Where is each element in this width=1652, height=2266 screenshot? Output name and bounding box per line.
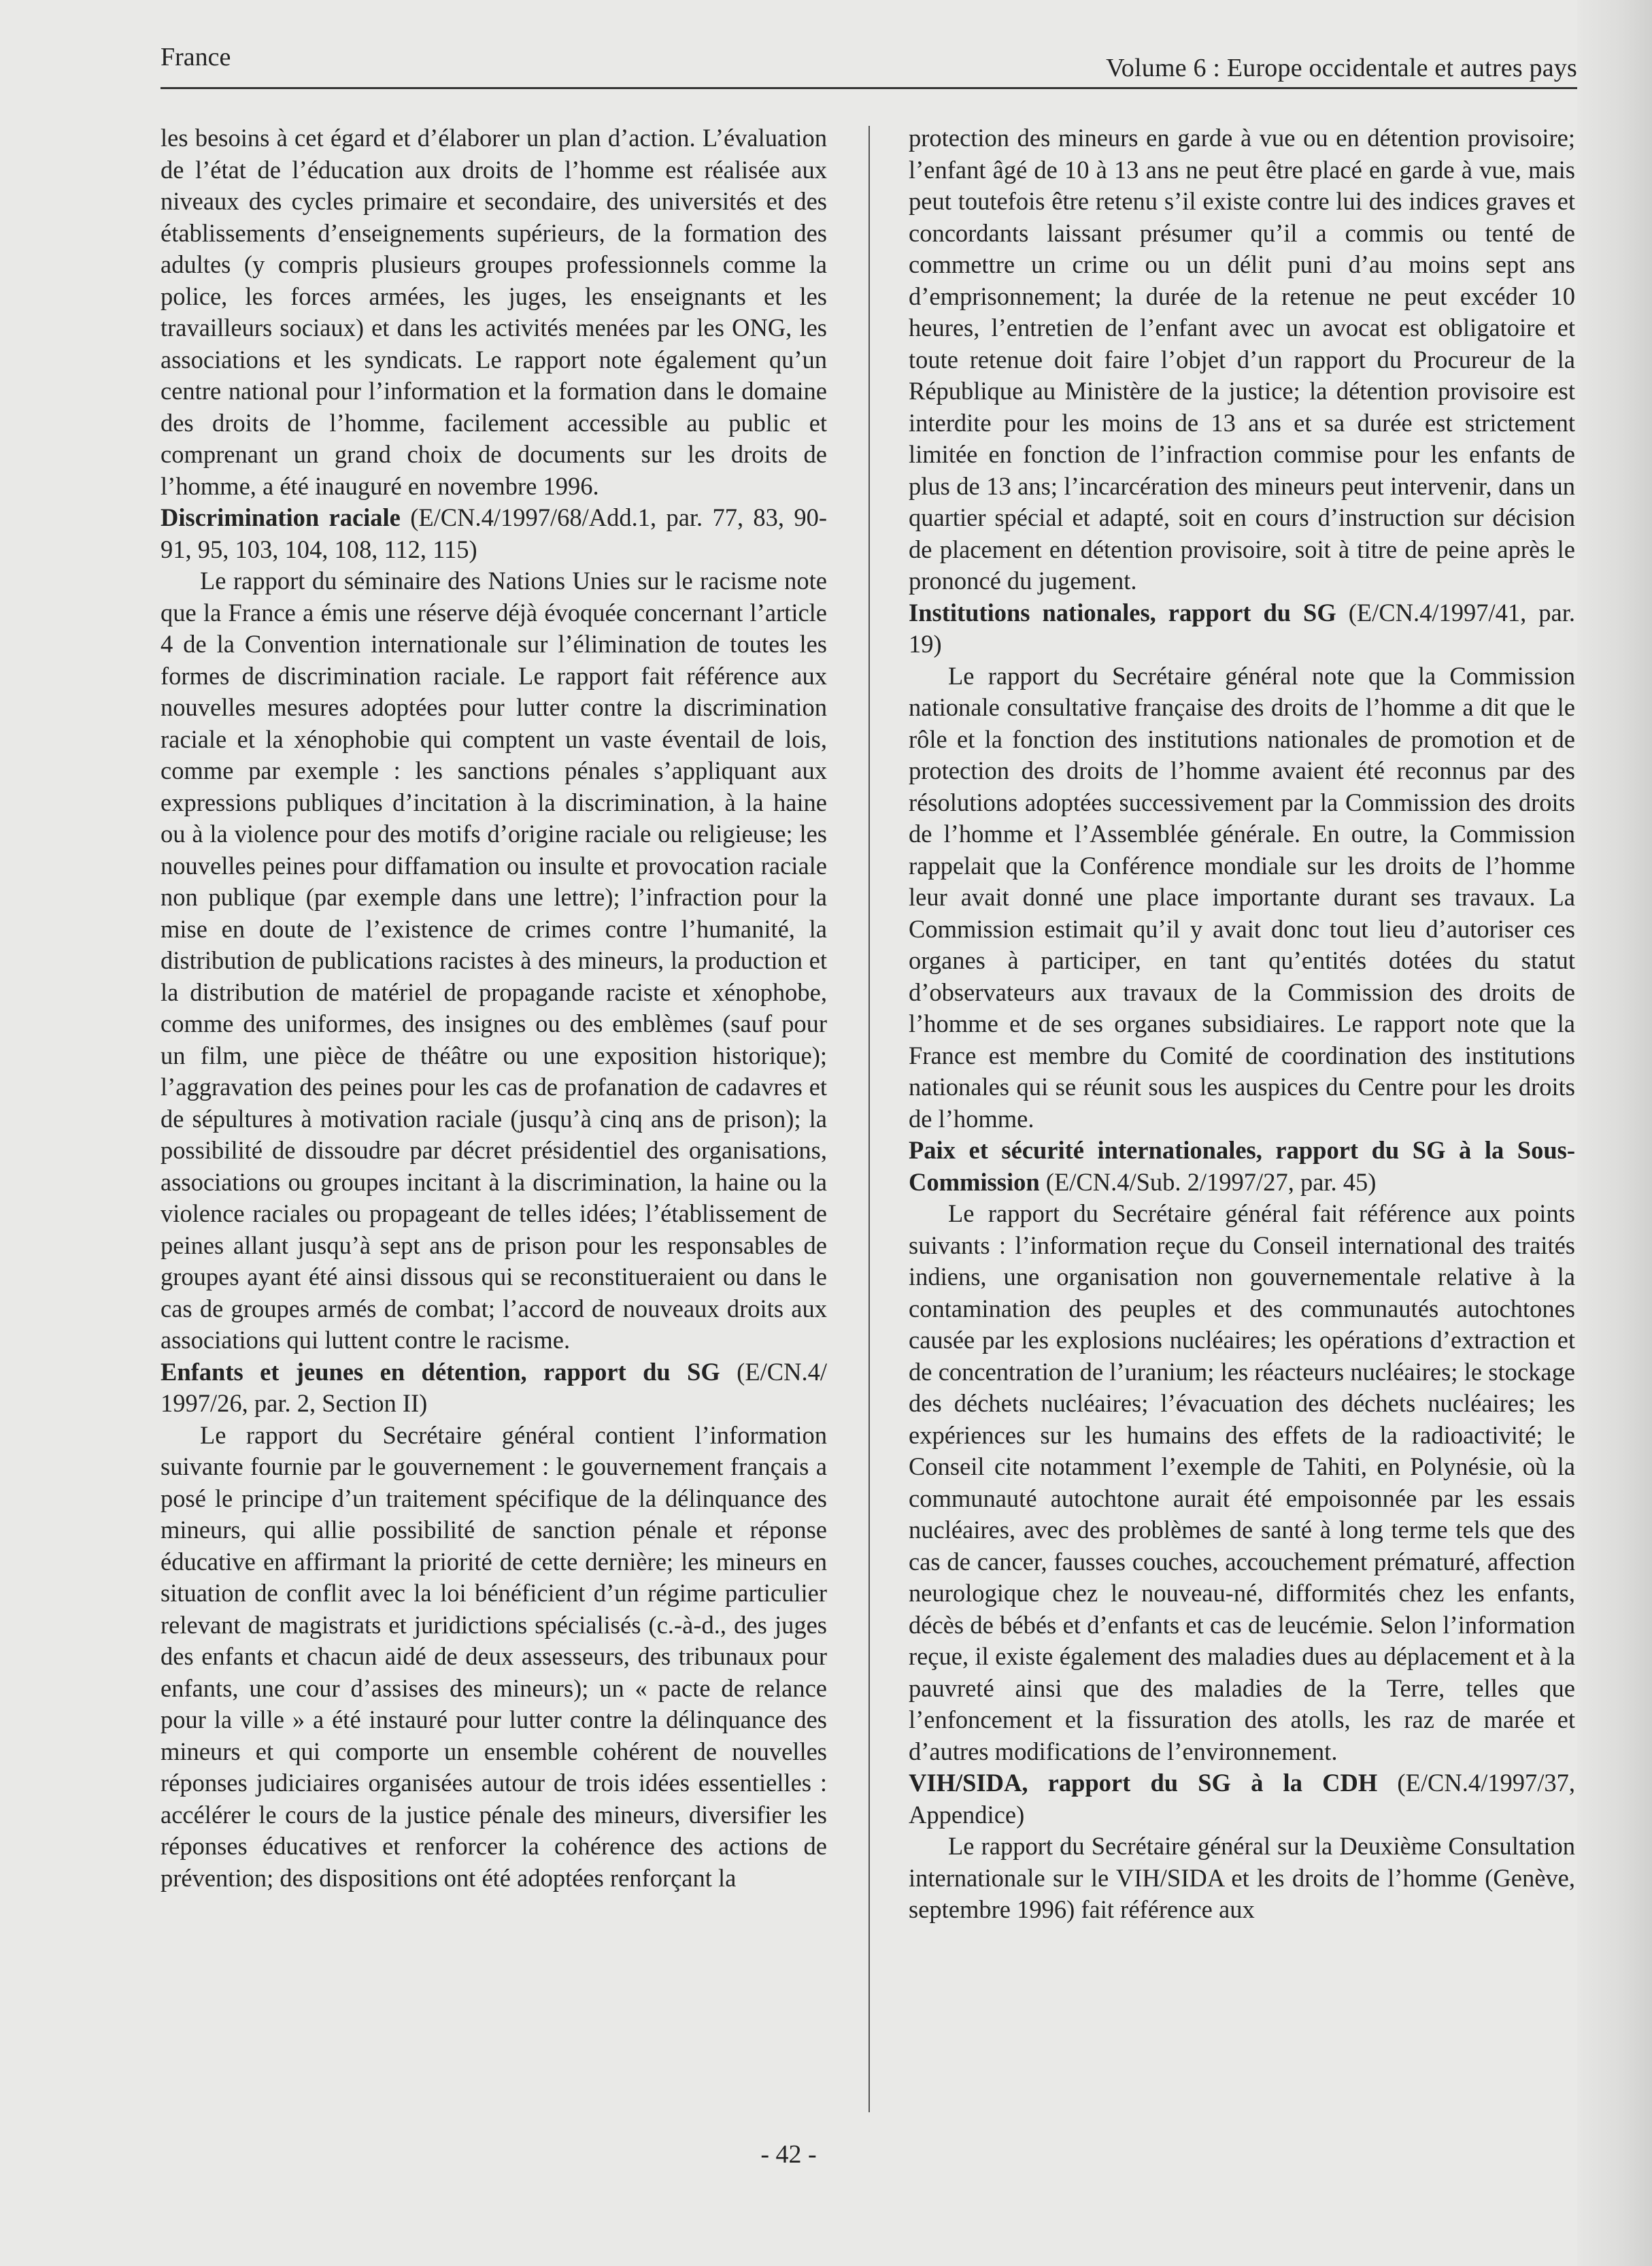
running-head-volume: Volume 6 : Europe occidentale et autres pays	[1106, 54, 1577, 82]
section-title: Institutions nationales, rapport du SG	[909, 598, 1336, 627]
section-heading-discrimination	[161, 502, 827, 565]
section-reference: (E/CN.4/1997/68/Add.1, par. 77, 83, 90-91, 95, 103, 104, 108, 112, 115)	[161, 503, 828, 563]
section-reference: (E/CN.4/1997/41, par. 19)	[909, 598, 1575, 658]
right-column	[909, 122, 1575, 1926]
intro-paragraph: les besoins à cet égard et d’élaborer un plan d’action. L’évaluation de l’état de l’éducation aux droits de l’homme est réalisée aux niveaux des cycles primaire et secondaire, des universités et des établissements d’enseignements supérieurs, de la formation des adultes (y compris plusieurs groupes professionnels comme la police, les forces armées, les juges, les enseignants et les travailleurs sociaux) et dans les activités menées par les ONG, les associations et les syndicats. Le rapport note également qu’un centre national pour l’information et la formation dans le domaine des droits de l’homme, facilement accessible au public et comprenant un grand choix de documents sur les droits de l’homme, a été inauguré en novembre 1996.	[161, 124, 827, 500]
section-body-paix: Le rapport du Secrétaire général fait référence aux points suivants : l’information reçue du Conseil international des traités indiens, une organisation non gouvernementale relative à la contamination des peuples et des communautés autochtones causée par les explosions nucléaires; les opérations d’extraction et de concentration de l’uranium; les réacteurs nucléaires; le stockage des déchets nucléaires; l’évacuation des déchets nucléaires; les expériences sur les humains des effets de la radioactivité; le Conseil cite notamment l’exemple de Tahiti, en Polynésie, où la communauté autochtone aurait été empoisonnée par les essais nucléaires, avec des problèmes de santé à long terme tels que des cas de cancer, fausses couches, accouchement prématuré, affection neurologique chez le nouveau-né, difformités chez les enfants, décès de bébés et d’enfants et cas de leucémie. Selon l’information reçue, il existe également des maladies dues au déplacement et à la pauvreté ainsi que des maladies de la Terre, telles que l’enfoncement et la fissuration des atolls, les raz de marée et d’autres modifications de l’environnement.	[909, 1199, 1575, 1765]
section-heading-enfants	[161, 1356, 827, 1420]
section-title: Enfants et jeunes en détention, rapport du SG	[161, 1357, 720, 1386]
section-heading-vih	[909, 1767, 1575, 1831]
section-heading-institutions	[909, 597, 1575, 661]
section-body-institutions: Le rapport du Secrétaire général note que la Commission nationale consultative française des droits de l’homme a dit que le rôle et la fonction des institutions nationales de promotion et de protection des droits de l’homme avaient été reconnus par des résolutions adoptées successivement par la Commission des droits de l’homme et l’Assemblée générale. En outre, la Commission rappelait que la Conférence mondiale sur les droits de l’homme leur avait donné une place importante durant ses travaux. La Commission estimait qu’il y avait donc tout lieu d’autoriser ces organes à participer, en tant qu’entités dotées du statut d’observateurs aux travaux de la Commission des droits de l’homme et de ses organes subsidiaires. Le rapport note que la France est membre du Comité de coordination des institutions nationales qui se réunit sous les auspices du Centre pour les droits de l’homme.	[909, 661, 1575, 1133]
section-reference: (E/CN.4/ 1997/26, par. 2, Section II)	[161, 1357, 827, 1417]
page-number: - 42 -	[760, 2140, 817, 2169]
section-title: Discrimination raciale	[161, 503, 401, 531]
section-title: VIH/SIDA, rapport du SG à la CDH	[909, 1769, 1378, 1797]
left-column	[161, 122, 827, 1894]
section-heading-paix	[909, 1135, 1575, 1198]
running-head	[161, 39, 1577, 87]
running-head-country: France	[161, 43, 231, 71]
section-body-enfants: Le rapport du Secrétaire général contient l’information suivante fournie par le gouvernement : le gouvernement français a posé le principe d’un traitement spécifique de la délinquance des mineurs, qui allie possibilité de sanction pénale et réponse éducative en affirmant la priorité de cette dernière; les mineurs en situation de conflit avec la loi bénéficient d’un régime particulier relevant de magistrats et juridictions spécialisés (c.-à-d., des juges des enfants et chacun aidé de deux assesseurs, des tribunaux pour enfants, une cour d’assises des mineurs); un « pacte de relance pour la ville » a été instauré pour lutter contre la délinquance des mineurs et qui comporte un ensemble cohérent de nouvelles réponses judiciaires organisées autour de trois idées essentielles : accélérer le cours de la justice pénale des mineurs, diversifier les réponses éducatives et renforcer la cohérence des actions de prévention; des dispositions ont été adoptées renforçant la	[161, 1420, 827, 1892]
continuation-paragraph: protection des mineurs en garde à vue ou en détention provisoire; l’enfant âgé de 10 à 13 ans ne peut être placé en garde à vue, mais peut toutefois être retenu s’il existe contre lui des indices graves et concordants laissant présumer qu’il a commis ou tenté de commettre un crime ou un délit puni d’au moins sept ans d’emprisonnement; la durée de la retenue ne peut excéder 10 heures, l’entretien de l’enfant avec un avocat est obligatoire et toute retenue doit faire l’objet d’un rapport du Procureur de la République au Ministère de la justice; la détention provisoire est interdite pour les moins de 13 ans et sa durée est strictement limitée en fonction de l’infraction commise pour les enfants de plus de 13 ans; l’incarcération des mineurs peut intervenir, dans un quartier spécial et adapté, soit en cours d’instruction sur décision de placement en détention provisoire, soit à titre de peine après le prononcé du jugement.	[909, 124, 1575, 595]
section-reference: (E/CN.4/Sub. 2/1997/27, par. 45)	[1039, 1167, 1377, 1196]
section-body-discrimination: Le rapport du séminaire des Nations Unies sur le racisme note que la France a émis une réserve déjà évoquée concernant l’article 4 de la Convention internationale sur l’élimination de toutes les formes de discrimination raciale. Le rapport fait référence aux nouvelles mesures adoptées pour lutter contre la discrimination raciale et la xénophobie qui comptent un vaste éventail de lois, comme par exemple : les sanctions pénales s’appliquant aux expressions publiques d’incitation à la discrimination, à la haine ou à la violence pour des motifs d’origine raciale ou religieuse; les nouvelles peines pour diffamation ou insulte et provocation raciale non publique (par exemple dans une lettre); l’infraction pour la mise en doute de l’existence de crimes contre l’humanité, la distribution de publications racistes à des mineurs, la production et la distribution de matériel de propagande raciste et xénophobe, comme des uniformes, des insignes ou des emblèmes (sauf pour un film, une pièce de théâtre ou une exposition historique); l’aggravation des peines pour les cas de profanation de cadavres et de sépultures à motivation raciale (jusqu’à cinq ans de prison); la possibilité de dissoudre par décret présidentiel des organisations, associations ou groupes incitant à la discrimination, la haine ou la violence raciales ou propageant de telles idées; l’établissement de peines allant jusqu’à sept ans de prison pour les responsables de groupes ayant été ainsi dissous qui se reconstitueraient ou dans le cas de groupes armés de combat; l’accord de nouveaux droits aux associations qui luttent contre le racisme.	[161, 567, 827, 1354]
section-reference: (E/CN.4/1997/37, Appendice)	[909, 1769, 1576, 1829]
section-body-vih: Le rapport du Secrétaire général sur la Deuxième Consultation internationale sur le VIH/SIDA et les droits de l’homme (Genève, septembre 1996) fait référence aux	[909, 1832, 1575, 1923]
section-title: Paix et sécurité internationales, rapport du SG à la Sous-Commission	[909, 1136, 1575, 1196]
column-divider	[869, 126, 870, 2112]
header-rule	[161, 87, 1577, 89]
page-edge-shadow	[1577, 0, 1652, 2266]
